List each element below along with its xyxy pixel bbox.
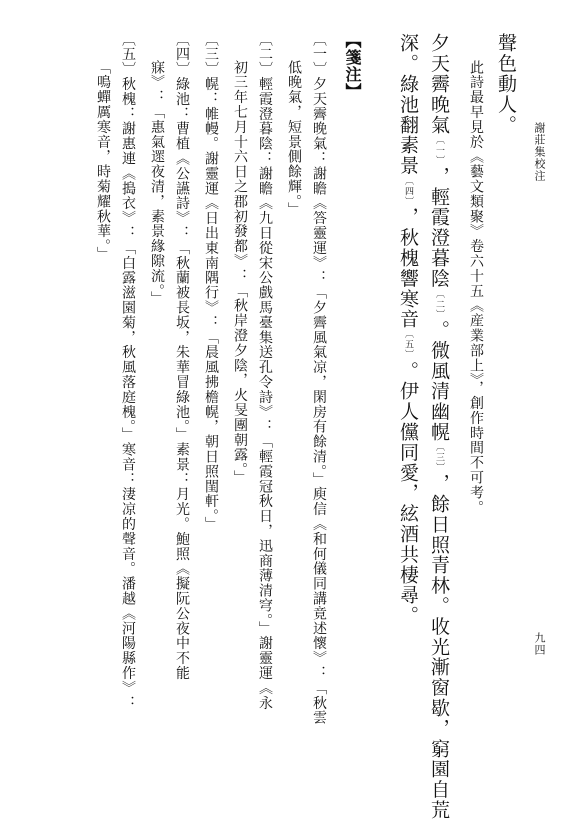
annotation-line: 〔一〕夕天霽晚氣：謝瞻《答靈運》：「夕霽風氣凉，閑房有餘清。」庾信《和何儀同講竟述懷》：「秋雲 — [311, 32, 327, 726]
annotation-line: 〔二〕輕霞澄暮陰：謝瞻《九日從宋公戲馬臺集送孔令詩》：「輕霞冠秋日，迅商薄清穹。」謝靈運《永 — [257, 32, 273, 711]
annotation-line: 〔四〕綠池：曹植《公讌詩》：「秋蘭被長坂，朱華冒綠池。」素景：月光。鮑照《擬阮公夜中不能 — [174, 32, 190, 681]
page-number: 九四 — [533, 632, 546, 656]
note-marker: 〔三〕 — [434, 442, 444, 474]
annotation-line: 寐》：「惠氣遝夜清，素景緣隙流。」 — [149, 60, 165, 307]
poem-text: 。微風清幽幌 — [428, 319, 450, 443]
preceding-text-line: 聲色動人。 — [495, 33, 517, 135]
annotation-line: 〔五〕秋槐：謝惠連《搗衣》：「白露滋園菊，秋風落庭槐。」寒音：淒凉的聲音。潘越《河陽縣作》： — [120, 32, 136, 711]
poem-text: 。伊人儻同愛，絃酒共棲尋。 — [397, 360, 419, 626]
running-title: 謝莊集校注 — [533, 122, 546, 182]
annotation-line: 低晚氣，短景側餘輝。」 — [286, 60, 302, 217]
note-marker: 〔二〕 — [434, 288, 444, 320]
note-marker: 〔四〕 — [403, 175, 413, 208]
note-marker: 〔五〕 — [403, 329, 413, 361]
poem-text: 夕天霽晚氣 — [428, 33, 450, 135]
annotation-line: 〔三〕幌：帷幔。謝靈運《日出東南隅行》：「晨風拂檐幌，朝日照閨軒。」 — [203, 32, 219, 532]
annotation-line: 「鳴蟬厲寒音，時菊耀秋華。」 — [95, 60, 111, 262]
annotation-line: 初三年七月十六日之郡初發都》：「秋岸澄夕陰，火旻團朝露。」 — [232, 60, 248, 486]
poem-column-2 — [398, 33, 417, 626]
annotations-heading: 【箋注】 — [343, 32, 362, 100]
poem-column-1 — [429, 33, 448, 820]
poem-text: ，輕霞澄暮陰 — [428, 166, 450, 289]
poem-text: 深。綠池翻素景 — [397, 33, 419, 176]
poem-text: ，秋槐響寒音 — [397, 207, 419, 330]
source-note-line: 此詩最早見於《藝文類聚》卷六十五《産業部上》，創作時間不可考。 — [468, 60, 484, 515]
note-marker: 〔一〕 — [434, 135, 444, 167]
poem-text: ，餘日照青林。收光漸窗歇，窮園自荒 — [428, 473, 450, 820]
